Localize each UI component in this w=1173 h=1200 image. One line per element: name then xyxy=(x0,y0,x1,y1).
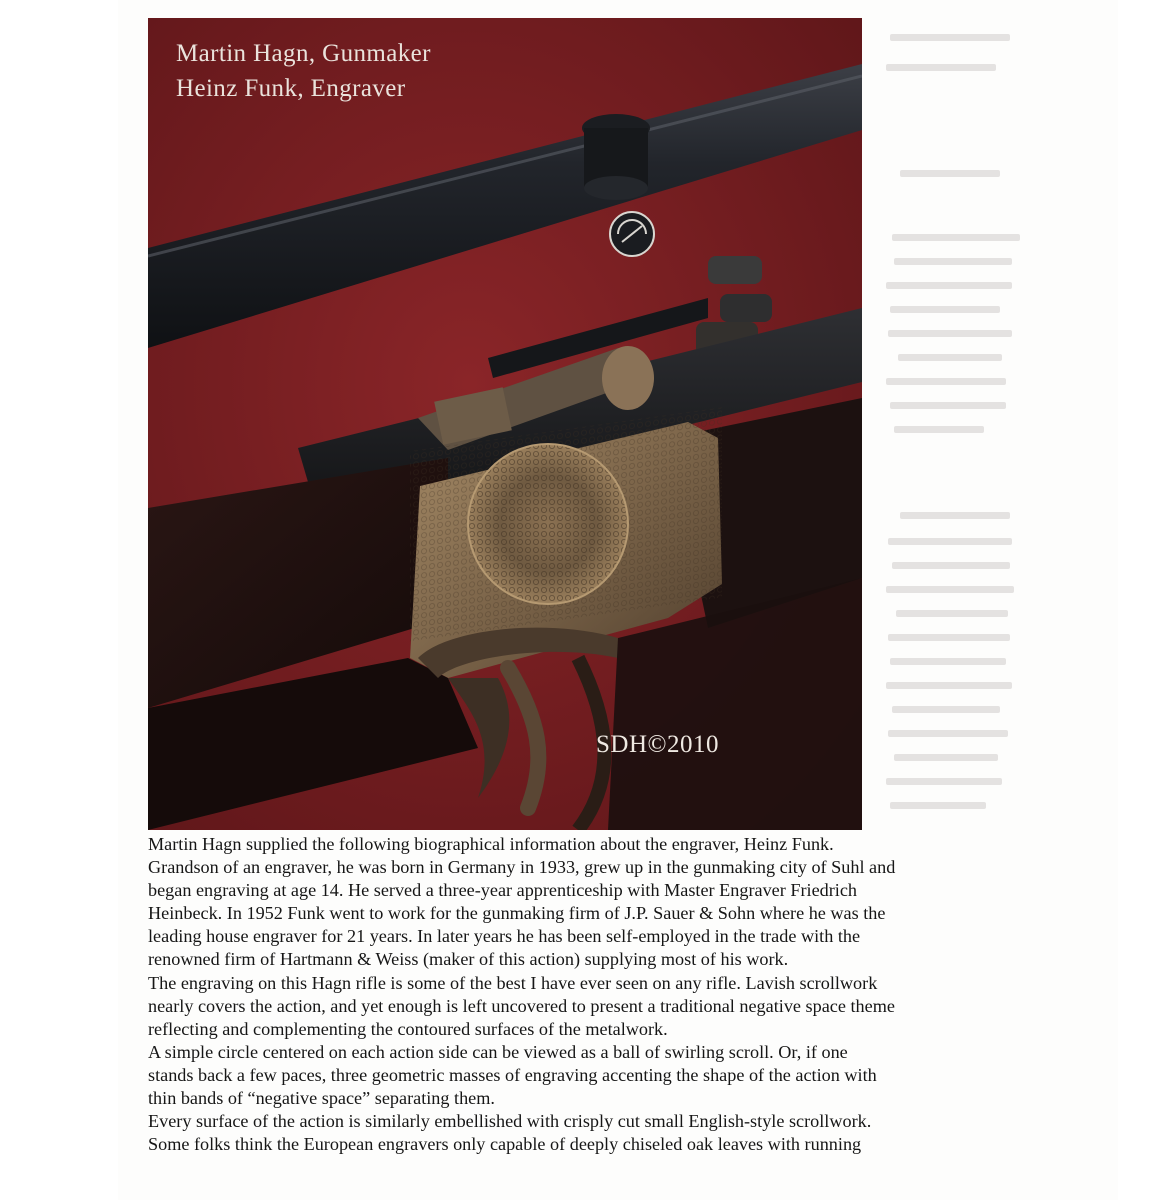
text-line: stands back a few paces, three geometric masses of engraving accenting the shape of the action with xyxy=(148,1064,877,1085)
text-line: Grandson of an engraver, he was born in Germany in 1933, grew up in the gunmaking city of Suhl and xyxy=(148,857,896,878)
text-line: leading house engraver for 21 years. In later years he has been self-employed in the trade with the xyxy=(148,926,861,947)
text-line: Martin Hagn supplied the following biographical information about the engraver, Heinz Funk. xyxy=(148,834,834,854)
rifle-photograph xyxy=(148,18,862,830)
text-line: began engraving at age 14. He served a three-year apprenticeship with Master Engraver Friedrich xyxy=(148,880,858,901)
text-line: Some folks think the European engravers only capable of deeply chiseled oak leaves with running xyxy=(148,1134,862,1155)
text-line: A simple circle centered on each action side can be viewed as a ball of swirling scroll. Or, if one xyxy=(148,1041,848,1062)
photo-copyright: SDH©2010 xyxy=(596,731,720,758)
paragraph-biography xyxy=(148,833,1038,972)
photo-caption-gunmaker: Martin Hagn, Gunmaker xyxy=(176,40,431,67)
text-line: thin bands of “negative space” separating them. xyxy=(148,1088,495,1109)
text-line: Every surface of the action is similarly embellished with crisply cut small English-style scrollwork. xyxy=(148,1111,872,1132)
text-line: Heinbeck. In 1952 Funk went to work for the gunmaking firm of J.P. Sauer & Sohn where he was the xyxy=(148,903,886,924)
text-line: renowned firm of Hartmann & Weiss (maker of this action) supplying most of his work. xyxy=(148,949,789,970)
photo-caption-engraver: Heinz Funk, Engraver xyxy=(176,75,406,102)
text-line: reflecting and complementing the contoured surfaces of the metalwork. xyxy=(148,1018,668,1039)
paragraph-circle-design xyxy=(148,1041,1038,1110)
text-line: nearly covers the action, and yet enough is left uncovered to present a traditional negative space theme xyxy=(148,995,895,1016)
text-line: The engraving on this Hagn rifle is some of the best I have ever seen on any rifle. Lavish scrollwork xyxy=(148,972,878,993)
show-through-text xyxy=(880,20,1030,820)
rifle-illustration xyxy=(148,18,862,830)
article-text xyxy=(148,833,1038,1156)
paragraph-engraving-quality xyxy=(148,972,1038,1041)
paragraph-scrollwork xyxy=(148,1110,1038,1156)
